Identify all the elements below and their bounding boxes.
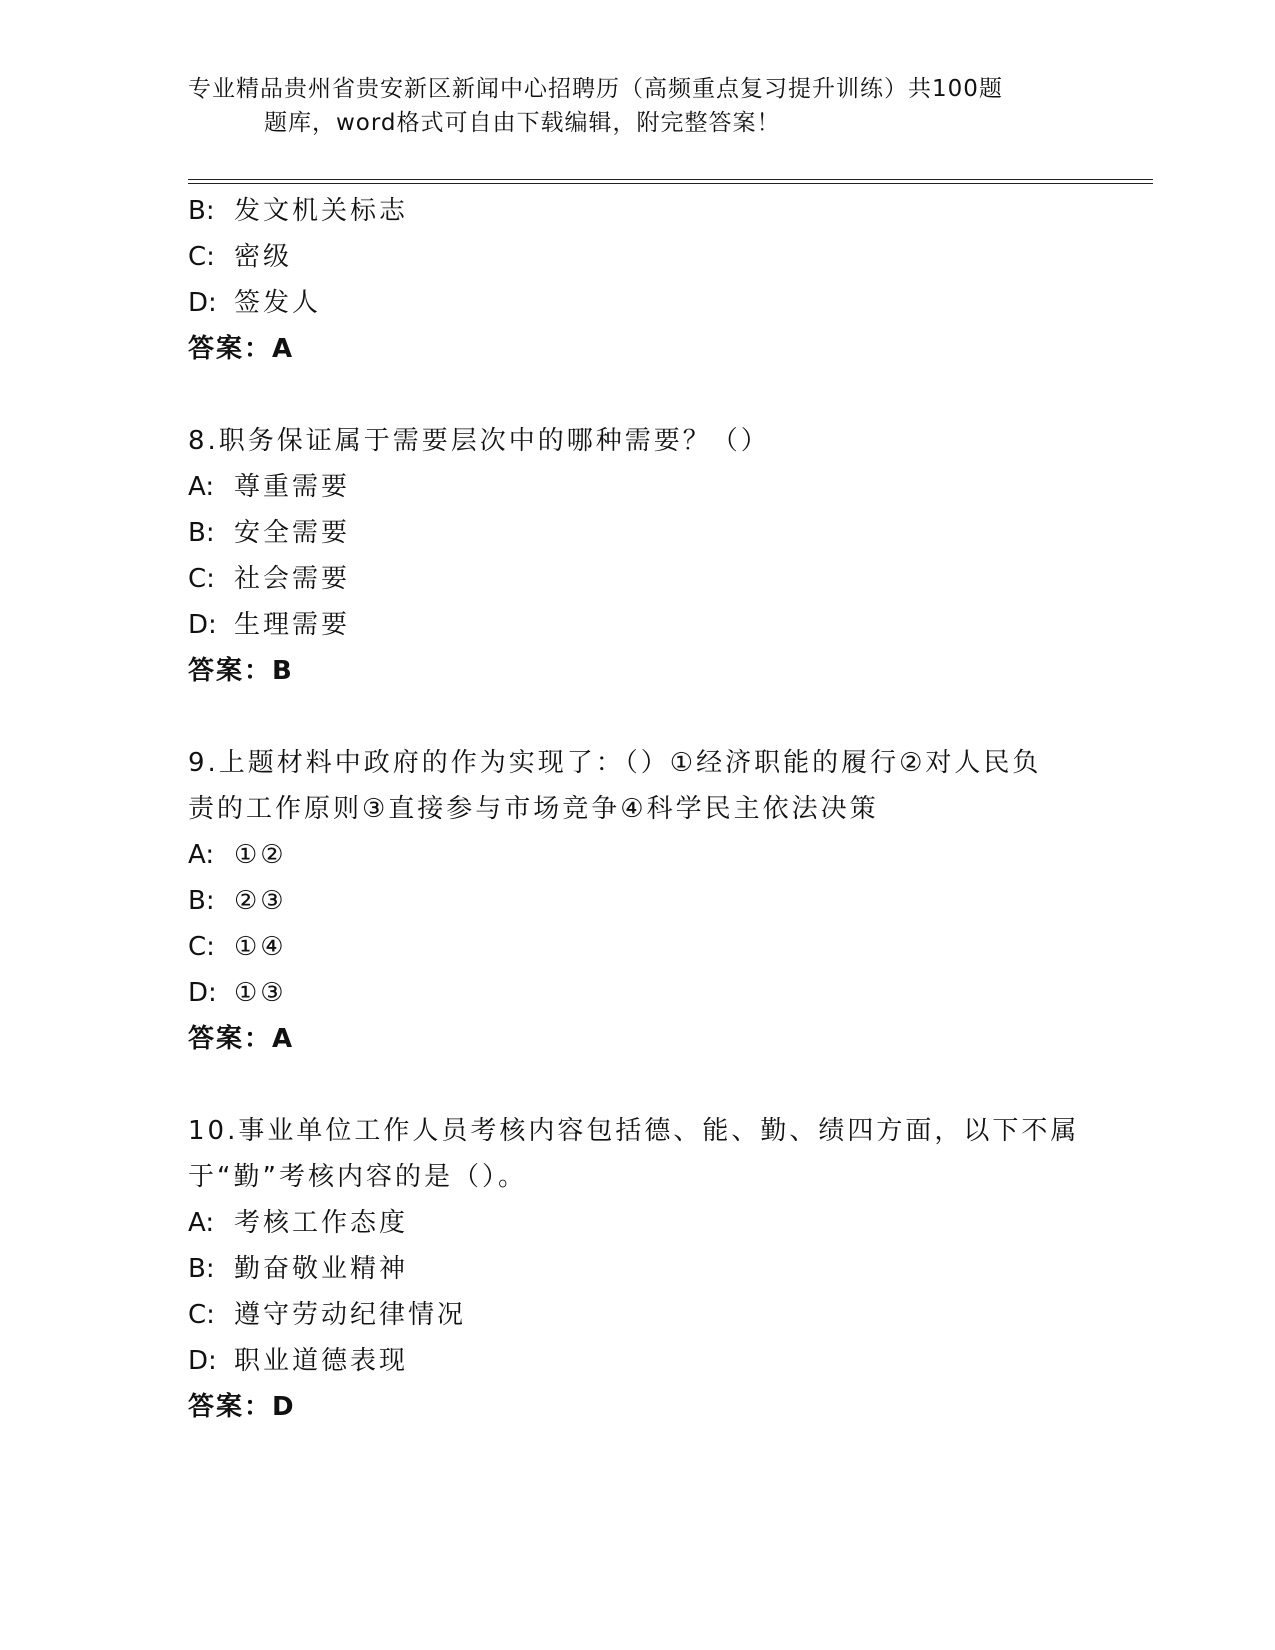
answer-line: 答案：A [188, 334, 295, 364]
option-text: ①④ [234, 932, 287, 962]
option-text: ①② [234, 840, 287, 870]
spacer [188, 372, 1068, 418]
option-b [188, 510, 1068, 556]
header-line-2: 题库，word格式可自由下载编辑，附完整答案！ [264, 110, 781, 136]
option-letter: A: [188, 472, 215, 502]
answer-line: 答案：A [188, 1024, 295, 1054]
option-c [188, 234, 1068, 280]
question-text: 9.上题材料中政府的作为实现了：（）①经济职能的履行②对人民负 [188, 748, 1042, 778]
question-text-continued: 责的工作原则③直接参与市场竞争④科学民主依法决策 [188, 794, 879, 824]
option-b [188, 878, 1068, 924]
question-block-10 [188, 1108, 1080, 1430]
header-rule-bottom [188, 183, 1153, 184]
option-a [188, 832, 1068, 878]
header-rule-top [188, 179, 1153, 180]
option-text: 密级 [234, 242, 293, 272]
option-text: 社会需要 [234, 564, 351, 594]
option-text: 勤奋敬业精神 [234, 1254, 409, 1284]
option-text: 尊重需要 [234, 472, 351, 502]
option-letter: C: [188, 932, 215, 962]
option-a [188, 1200, 1068, 1246]
option-letter: B: [188, 518, 215, 548]
option-c [188, 924, 1068, 970]
option-b [188, 1246, 1068, 1292]
option-a [188, 464, 1068, 510]
option-letter: B: [188, 196, 215, 226]
answer-line: 答案：B [188, 656, 294, 686]
option-d [188, 602, 1068, 648]
question-text: 10.事业单位工作人员考核内容包括德、能、勤、绩四方面，以下不属 [188, 1116, 1080, 1146]
option-text: 安全需要 [234, 518, 351, 548]
option-c [188, 556, 1068, 602]
option-letter: C: [188, 1300, 215, 1330]
option-text: 遵守劳动纪律情况 [234, 1300, 467, 1330]
option-letter: B: [188, 886, 215, 916]
option-text: 发文机关标志 [234, 196, 409, 226]
option-d [188, 280, 1068, 326]
header-line-1: 专业精品贵州省贵安新区新闻中心招聘历（高频重点复习提升训练）共100题 [188, 76, 1003, 102]
question-block-8 [188, 418, 1068, 694]
option-letter: A: [188, 840, 215, 870]
question-block-prev [188, 188, 1068, 372]
question-text: 8.职务保证属于需要层次中的哪种需要？（） [188, 426, 770, 456]
option-letter: C: [188, 242, 215, 272]
option-letter: C: [188, 564, 215, 594]
spacer [188, 694, 1068, 740]
spacer [188, 1062, 1068, 1108]
option-c [188, 1292, 1068, 1338]
option-d [188, 1338, 1068, 1384]
option-text: 职业道德表现 [234, 1346, 409, 1376]
option-d [188, 970, 1068, 1016]
question-block-9 [188, 740, 1068, 1062]
option-text: 签发人 [234, 288, 322, 318]
question-text-continued: 于“勤”考核内容的是（）。 [188, 1162, 527, 1192]
option-letter: D: [188, 610, 217, 640]
option-text: ②③ [234, 886, 287, 916]
question-content [188, 188, 1080, 1430]
document-header [188, 72, 1048, 140]
option-letter: D: [188, 978, 217, 1008]
option-text: 考核工作态度 [234, 1208, 409, 1238]
option-b [188, 188, 1068, 234]
option-text: ①③ [234, 978, 287, 1008]
option-letter: B: [188, 1254, 215, 1284]
option-text: 生理需要 [234, 610, 351, 640]
answer-line: 答案：D [188, 1392, 296, 1422]
option-letter: A: [188, 1208, 215, 1238]
option-letter: D: [188, 288, 217, 318]
option-letter: D: [188, 1346, 217, 1376]
